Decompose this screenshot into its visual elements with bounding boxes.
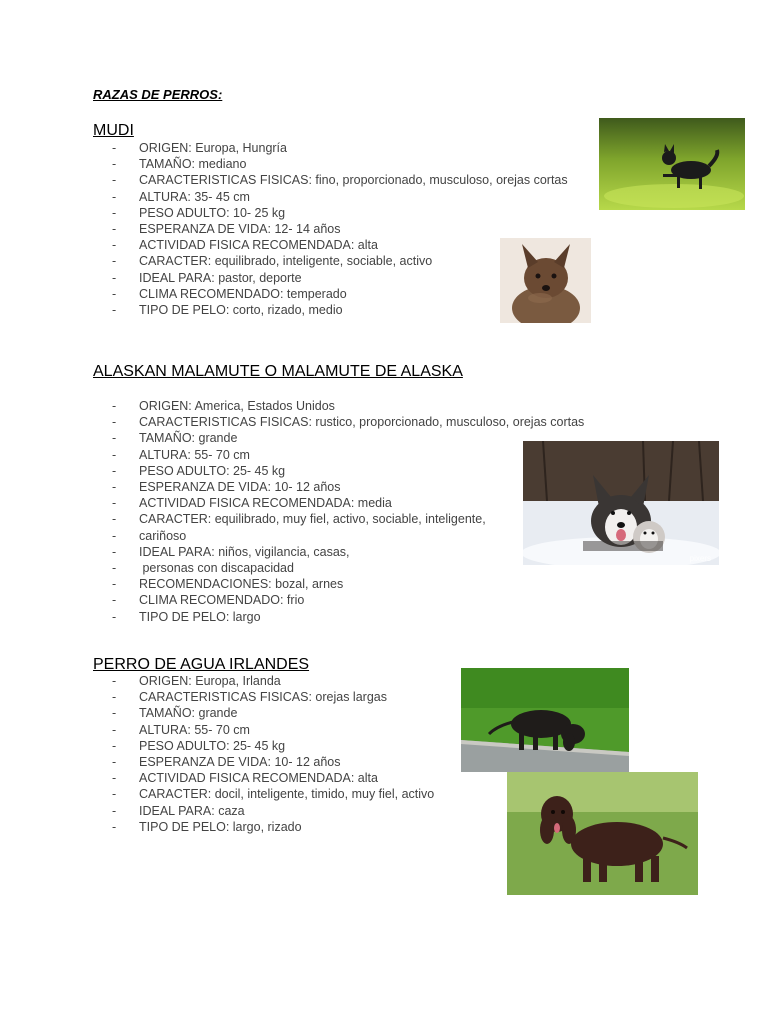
list-item: - ALTURA: 55- 70 cm	[112, 722, 250, 737]
breed-title-alaskan-malamute: ALASKAN MALAMUTE O MALAMUTE DE ALASKA	[93, 363, 463, 380]
list-item: - TIPO DE PELO: largo	[112, 609, 261, 624]
breed-title-mudi: MUDI	[93, 122, 134, 139]
photo-watermark: pixers	[689, 554, 711, 563]
list-item: - IDEAL PARA: pastor, deporte	[112, 270, 302, 285]
breed-title-irish-water-spaniel: PERRO DE AGUA IRLANDES	[93, 656, 310, 673]
list-item: - TAMAÑO: grande	[112, 706, 238, 721]
fact-list-irish-water-spaniel	[112, 673, 434, 835]
list-item: - PESO ADULTO: 25- 45 kg	[112, 738, 286, 753]
list-item: - RECOMENDACIONES: bozal, arnes	[112, 577, 344, 592]
list-item: - IDEAL PARA: caza	[112, 803, 245, 818]
list-item: - CARACTERISTICAS FISICAS: fino, proporcionado, musculoso, orejas cortas	[112, 173, 568, 188]
list-item: - TIPO DE PELO: corto, rizado, medio	[112, 303, 343, 318]
mudi-running-photo	[599, 118, 745, 210]
list-item: - IDEAL PARA: niños, vigilancia, casas,	[112, 544, 350, 559]
list-item: - CLIMA RECOMENDADO: frio	[112, 593, 305, 608]
list-item: - PESO ADULTO: 25- 45 kg	[112, 463, 286, 478]
document-title: RAZAS DE PERROS:	[93, 87, 223, 102]
list-item: - ORIGEN: America, Estados Unidos	[112, 399, 335, 413]
list-item: - ORIGEN: Europa, Irlanda	[112, 674, 281, 688]
malamute-snow-photo	[523, 441, 719, 565]
list-item: - personas con discapacidad	[112, 561, 294, 576]
list-item: - ALTURA: 35- 45 cm	[112, 189, 250, 204]
list-item: - CARACTERISTICAS FISICAS: orejas largas	[112, 690, 387, 705]
list-item: - CARACTERISTICAS FISICAS: rustico, proporcionado, musculoso, orejas cortas	[112, 415, 585, 430]
list-item: - ESPERANZA DE VIDA: 12- 14 años	[112, 222, 341, 237]
list-item: - TIPO DE PELO: largo, rizado	[112, 819, 302, 834]
list-item: - ACTIVIDAD FISICA RECOMENDADA: alta	[112, 771, 378, 786]
list-item: - cariñoso	[112, 528, 187, 543]
list-item: - TAMAÑO: mediano	[112, 157, 247, 172]
list-item: - ESPERANZA DE VIDA: 10- 12 años	[112, 480, 341, 495]
irish-water-spaniel-standing-photo	[507, 772, 698, 895]
irish-water-spaniel-grass-photo	[461, 668, 629, 772]
fact-list-alaskan-malamute	[112, 398, 584, 625]
list-item: - CARACTER: docil, inteligente, timido, muy fiel, activo	[112, 787, 435, 802]
list-item: - ACTIVIDAD FISICA RECOMENDADA: media	[112, 496, 392, 511]
list-item: - TAMAÑO: grande	[112, 431, 238, 446]
list-item: - CARACTER: equilibrado, inteligente, sociable, activo	[112, 254, 433, 269]
list-item: - PESO ADULTO: 10- 25 kg	[112, 205, 286, 220]
list-item: - ACTIVIDAD FISICA RECOMENDADA: alta	[112, 238, 378, 253]
list-item: - ORIGEN: Europa, Hungría	[112, 141, 287, 155]
list-item: - CARACTER: equilibrado, muy fiel, activo, sociable, inteligente,	[112, 512, 486, 527]
list-item: - ALTURA: 55- 70 cm	[112, 447, 250, 462]
mudi-puppy-photo	[500, 238, 591, 323]
list-item: - CLIMA RECOMENDADO: temperado	[112, 286, 347, 301]
list-item: - ESPERANZA DE VIDA: 10- 12 años	[112, 755, 341, 770]
